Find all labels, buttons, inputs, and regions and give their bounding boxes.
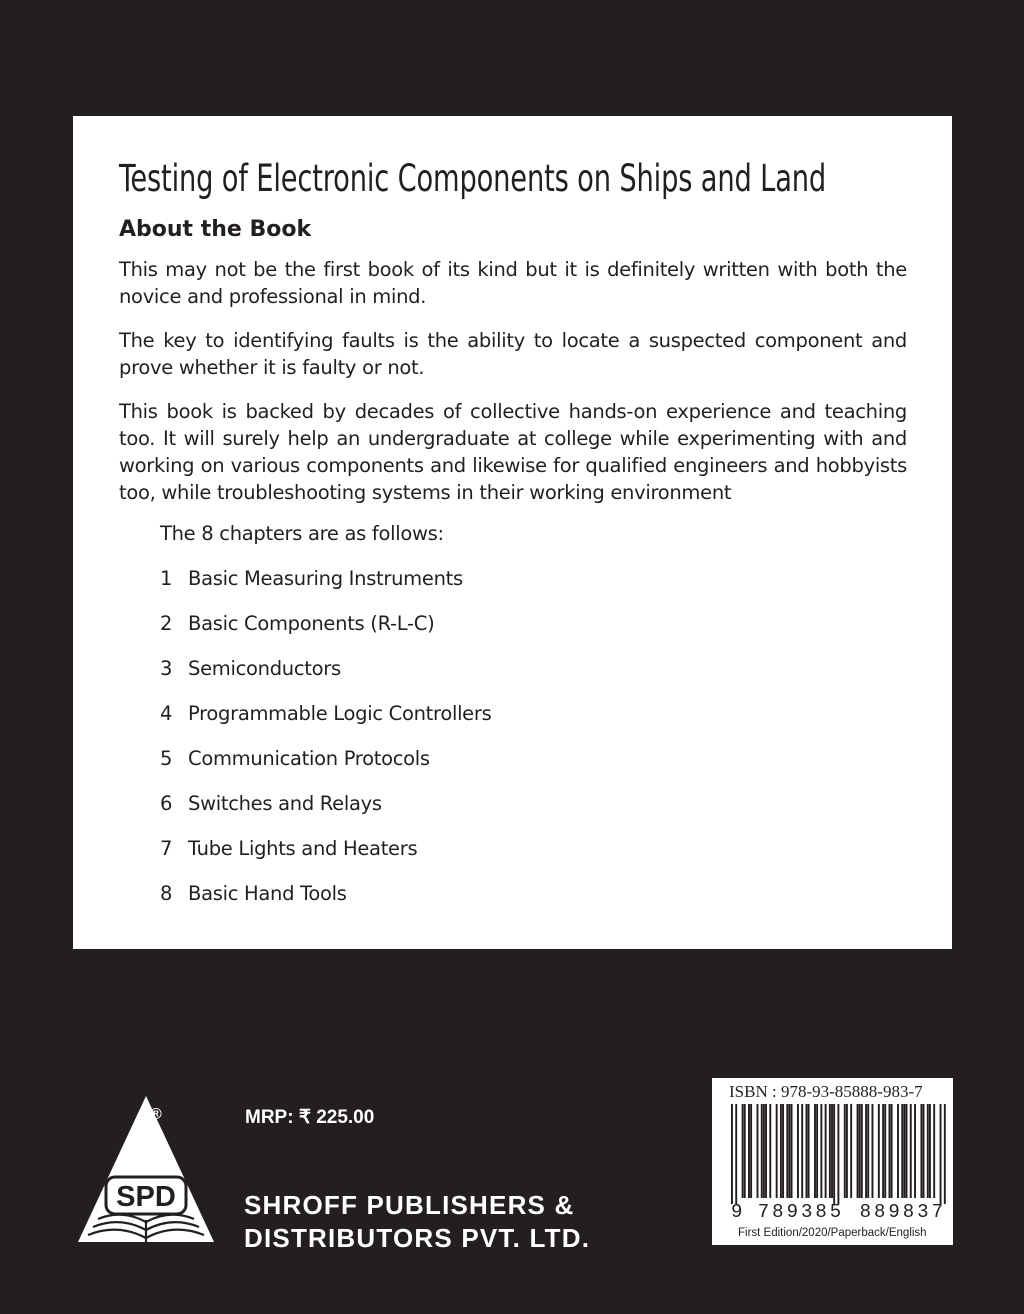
chapter-item — [160, 835, 907, 862]
chapter-item — [160, 745, 907, 772]
isbn-label: ISBN : 978-93-85888-983-7 — [729, 1082, 923, 1101]
logo-text: SPD — [116, 1181, 176, 1213]
publisher-line-1: SHROFF PUBLISHERS & — [244, 1190, 575, 1220]
chapter-number: 1 — [160, 567, 173, 590]
barcode-digits — [731, 1201, 946, 1223]
chapter-number: 6 — [160, 792, 173, 815]
publisher-name — [244, 1189, 590, 1255]
spd-logo-icon — [76, 1094, 216, 1244]
edition-text: First Edition/2020/Paperback/English — [738, 1227, 927, 1239]
chapter-item — [160, 655, 907, 682]
chapter-title: Basic Components (R-L-C) — [188, 612, 435, 635]
chapter-title: Communication Protocols — [188, 747, 430, 770]
chapter-title: Tube Lights and Heaters — [188, 837, 418, 860]
barcode-box — [712, 1078, 953, 1245]
chapter-number: 3 — [160, 657, 173, 680]
about-heading: About the Book — [119, 217, 312, 242]
chapter-number: 4 — [160, 702, 173, 725]
chapter-title: Switches and Relays — [188, 792, 382, 815]
chapter-number: 5 — [160, 747, 173, 770]
chapter-item — [160, 790, 907, 817]
chapter-item — [160, 880, 907, 907]
barcode-digit-group: 889837 — [859, 1201, 946, 1223]
chapter-item — [160, 610, 907, 637]
chapter-title: Basic Hand Tools — [188, 882, 347, 905]
chapter-number: 7 — [160, 837, 173, 860]
about-paragraph-3: This book is backed by decades of collective hands-on experience and teaching too. It will surely help an undergraduate at college while experimenting with and working on various components and likewise for qualified engineers and hobbyists too, while troubleshooting systems in their working environment — [119, 400, 907, 504]
chapter-item — [160, 565, 907, 592]
publisher-line-2: DISTRIBUTORS PVT. LTD. — [244, 1223, 591, 1253]
barcode-digit-group: 789385 — [757, 1201, 845, 1223]
chapter-number: 8 — [160, 882, 173, 905]
price-label: MRP: ₹ 225.00 — [245, 1107, 375, 1128]
chapter-list — [119, 565, 907, 907]
chapter-title: Basic Measuring Instruments — [188, 567, 463, 590]
description-panel — [73, 116, 952, 949]
about-paragraph-1: This may not be the first book of its kind but it is definitely written with both the novice and professional in mind. — [119, 258, 907, 308]
book-title: Testing of Electronic Components on Ships and Land — [119, 157, 827, 200]
barcode-digit-group: 9 — [731, 1201, 743, 1223]
about-paragraph-2: The key to identifying faults is the ability to locate a suspected component and prove whether it is faulty or not. — [119, 329, 907, 379]
chapter-number: 2 — [160, 612, 173, 635]
registered-mark: ® — [150, 1106, 162, 1123]
barcode-icon — [731, 1104, 946, 1204]
chapters-intro: The 8 chapters are as follows: — [160, 522, 444, 545]
chapter-item — [160, 700, 907, 727]
chapter-title: Semiconductors — [188, 657, 341, 680]
chapter-title: Programmable Logic Controllers — [188, 702, 492, 725]
